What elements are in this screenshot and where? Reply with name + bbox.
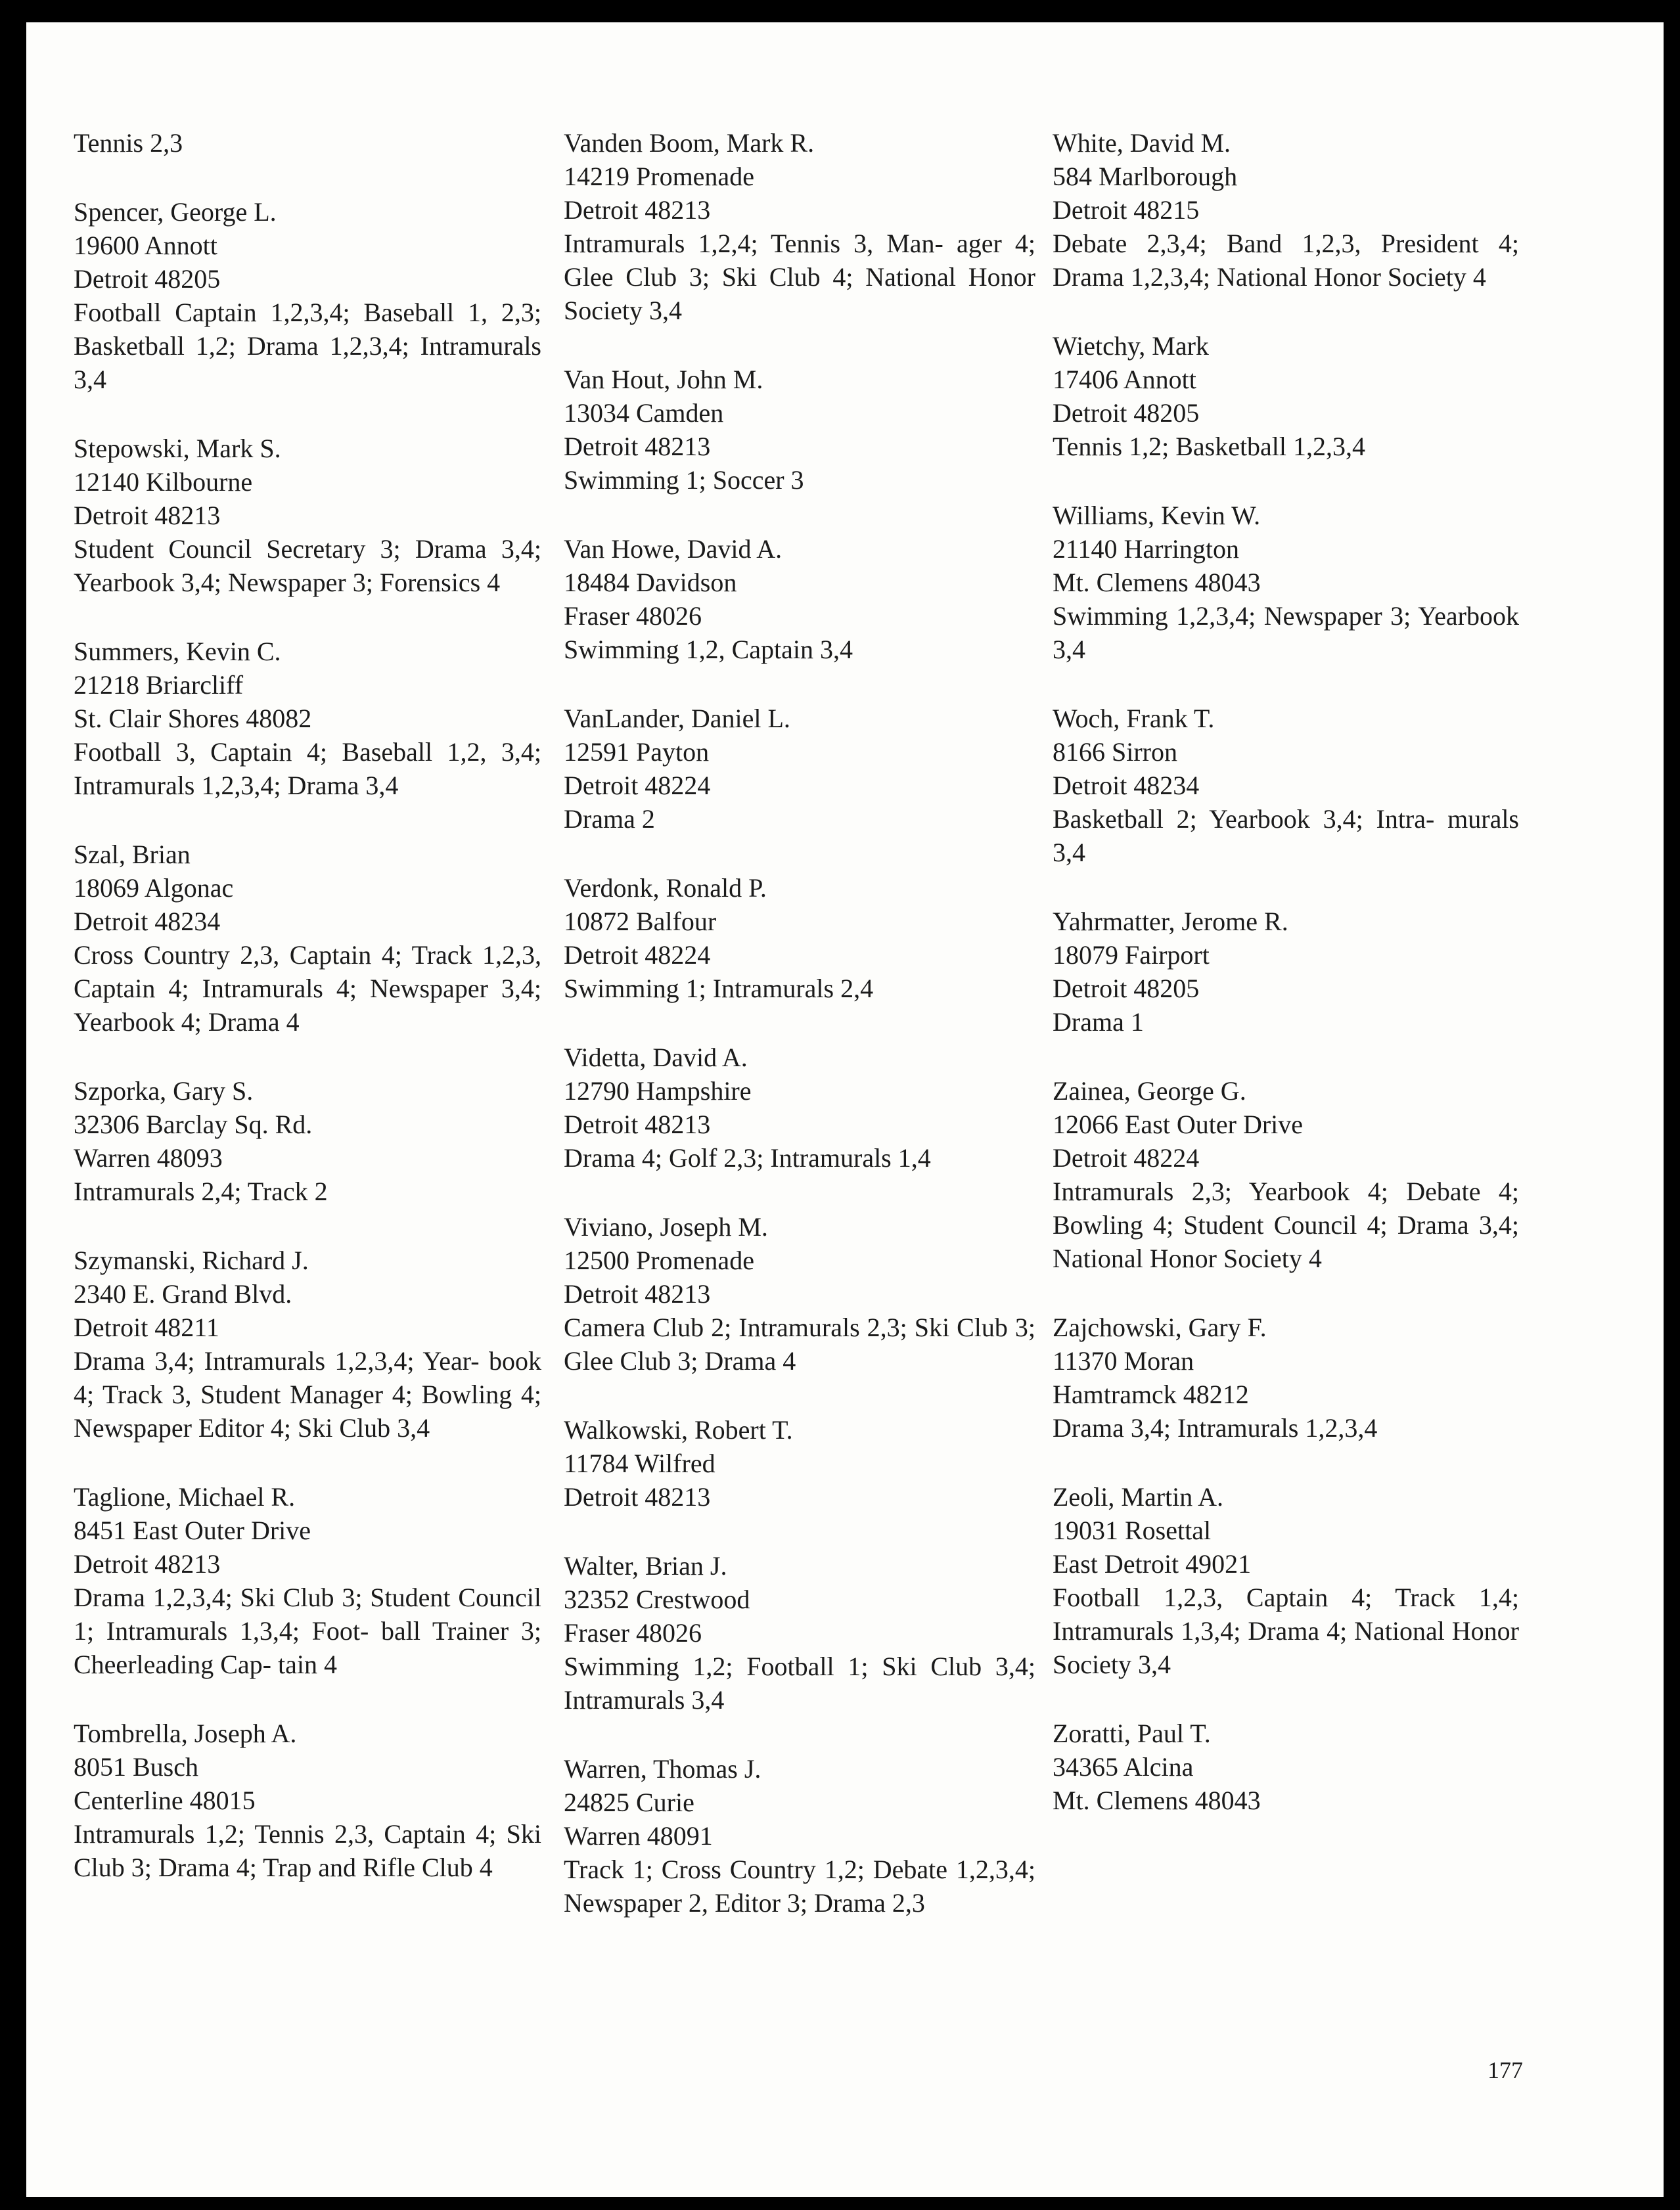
activities-list: Swimming 1,2, Captain 3,4	[564, 635, 853, 664]
city-zip: Detroit 48215	[1053, 195, 1200, 225]
city-zip: Fraser 48026	[564, 601, 702, 631]
student-entry	[564, 532, 1035, 666]
student-entry	[1053, 905, 1519, 1039]
street-address: 21140 Harrington	[1053, 534, 1240, 564]
student-entry	[74, 1074, 541, 1208]
student-entry	[564, 1549, 1035, 1717]
city-zip: Detroit 48213	[564, 195, 711, 225]
student-name: Szal, Brian	[74, 840, 191, 869]
student-name: Yahrmatter, Jerome R.	[1053, 907, 1288, 936]
student-entry	[1053, 1717, 1519, 1817]
city-zip: Centerline 48015	[74, 1786, 256, 1815]
city-zip: St. Clair Shores 48082	[74, 704, 312, 733]
city-zip: Mt. Clemens 48043	[1053, 1786, 1261, 1815]
city-zip: Detroit 48213	[564, 432, 711, 461]
student-entry	[1053, 1311, 1519, 1445]
street-address: 19031 Rosettal	[1053, 1516, 1212, 1545]
city-zip: Detroit 48205	[1053, 974, 1200, 1003]
city-zip: Detroit 48213	[74, 501, 221, 530]
street-address: 8166 Sirron	[1053, 737, 1177, 767]
street-address: 584 Marlborough	[1053, 162, 1238, 191]
student-entry	[564, 871, 1035, 1005]
student-name: Szymanski, Richard J.	[74, 1246, 309, 1275]
student-name: Van Hout, John M.	[564, 365, 763, 394]
yearbook-page	[26, 22, 1664, 2197]
activities-list: Intramurals 1,2; Tennis 2,3, Captain 4; Ski Club 3; Drama 4; Trap and Rifle Club 4	[74, 1819, 541, 1882]
city-zip: Detroit 48205	[74, 264, 221, 294]
city-zip: Detroit 48211	[74, 1313, 219, 1342]
city-zip: Detroit 48224	[1053, 1143, 1200, 1173]
student-entry	[1053, 329, 1519, 463]
student-name: Stepowski, Mark S.	[74, 434, 281, 463]
activities-list: Student Council Secretary 3; Drama 3,4; Yearbook 3,4; Newspaper 3; Forensics 4	[74, 534, 541, 597]
activities-list: Football Captain 1,2,3,4; Baseball 1, 2,3; Basketball 1,2; Drama 1,2,3,4; Intramurals 3,4	[74, 298, 541, 394]
city-zip: Detroit 48224	[564, 771, 711, 800]
activities-list: Drama 3,4; Intramurals 1,2,3,4; Year- book 4; Track 3, Student Manager 4; Bowling 4; Newspaper Editor 4; Ski Club 3,4	[74, 1346, 541, 1443]
street-address: 32352 Crestwood	[564, 1585, 750, 1614]
street-address: 12790 Hampshire	[564, 1076, 752, 1106]
street-address: 18484 Davidson	[564, 568, 737, 597]
street-address: 2340 E. Grand Blvd.	[74, 1279, 292, 1309]
city-zip: East Detroit 49021	[1053, 1549, 1252, 1579]
student-entry	[564, 1752, 1035, 1920]
activities-list: Football 3, Captain 4; Baseball 1,2, 3,4; Intramurals 1,2,3,4; Drama 3,4	[74, 737, 541, 800]
activities-list: Swimming 1; Intramurals 2,4	[564, 974, 874, 1003]
street-address: 12140 Kilbourne	[74, 467, 253, 497]
street-address: 32306 Barclay Sq. Rd.	[74, 1110, 313, 1139]
city-zip: Mt. Clemens 48043	[1053, 568, 1261, 597]
student-name: Videtta, David A.	[564, 1043, 748, 1072]
student-entry	[74, 1244, 541, 1445]
city-zip: Detroit 48234	[1053, 771, 1200, 800]
city-zip: Detroit 48213	[74, 1549, 221, 1579]
activities-list: Football 1,2,3, Captain 4; Track 1,4; Intramurals 1,3,4; Drama 4; National Honor Society 3,4	[1053, 1583, 1519, 1679]
activities-list: Drama 4; Golf 2,3; Intramurals 1,4	[564, 1143, 931, 1173]
student-entry	[74, 1480, 541, 1681]
city-zip: Warren 48093	[74, 1143, 223, 1173]
activities-list: Cross Country 2,3, Captain 4; Track 1,2,3, Captain 4; Intramurals 4; Newspaper 3,4; Yearbook 4; Drama 4	[74, 940, 541, 1037]
student-entry	[564, 1210, 1035, 1378]
street-address: 14219 Promenade	[564, 162, 754, 191]
continued-activities: Tennis 2,3	[74, 128, 183, 158]
activities-list: Swimming 1,2,3,4; Newspaper 3; Yearbook 3,4	[1053, 601, 1519, 664]
student-name: Spencer, George L.	[74, 197, 277, 227]
student-name: Walkowski, Robert T.	[564, 1415, 793, 1445]
street-address: 21218 Briarcliff	[74, 670, 244, 700]
activities-list: Basketball 2; Yearbook 3,4; Intra- murals 3,4	[1053, 804, 1519, 867]
student-entry	[74, 838, 541, 1039]
student-name: Zoratti, Paul T.	[1053, 1719, 1211, 1748]
student-entry	[74, 635, 541, 802]
street-address: 18069 Algonac	[74, 873, 234, 903]
student-name: Van Howe, David A.	[564, 534, 783, 564]
street-address: 10872 Balfour	[564, 907, 717, 936]
student-name: Szporka, Gary S.	[74, 1076, 254, 1106]
street-address: 12591 Payton	[564, 737, 710, 767]
student-name: Summers, Kevin C.	[74, 637, 281, 666]
street-address: 18079 Fairport	[1053, 940, 1210, 970]
student-name: Warren, Thomas J.	[564, 1754, 761, 1784]
street-address: 12500 Promenade	[564, 1246, 754, 1275]
activities-list: Drama 2	[564, 804, 655, 834]
city-zip: Detroit 48213	[564, 1110, 711, 1139]
activities-list: Swimming 1; Soccer 3	[564, 465, 804, 495]
student-entry	[1053, 1074, 1519, 1275]
activities-list: Camera Club 2; Intramurals 2,3; Ski Club 3; Glee Club 3; Drama 4	[564, 1313, 1035, 1376]
student-name: Williams, Kevin W.	[1053, 501, 1261, 530]
student-entry	[1053, 499, 1519, 666]
student-entry	[74, 1717, 541, 1884]
city-zip: Warren 48091	[564, 1821, 713, 1851]
column-3	[1053, 126, 1519, 1853]
street-address: 24825 Curie	[564, 1788, 694, 1817]
student-name: Wietchy, Mark	[1053, 331, 1209, 361]
city-zip: Fraser 48026	[564, 1618, 702, 1648]
street-address: 8451 East Outer Drive	[74, 1516, 311, 1545]
city-zip: Hamtramck 48212	[1053, 1380, 1249, 1409]
city-zip: Detroit 48213	[564, 1279, 711, 1309]
student-name: Walter, Brian J.	[564, 1551, 727, 1581]
student-name: Verdonk, Ronald P.	[564, 873, 767, 903]
student-name: VanLander, Daniel L.	[564, 704, 790, 733]
student-entry	[74, 195, 541, 396]
city-zip: Detroit 48224	[564, 940, 711, 970]
activities-list: Debate 2,3,4; Band 1,2,3, President 4; Drama 1,2,3,4; National Honor Society 4	[1053, 229, 1519, 292]
student-entry	[564, 1413, 1035, 1514]
activities-list: Drama 1,2,3,4; Ski Club 3; Student Council 1; Intramurals 1,3,4; Foot- ball Trainer 3; Cheerleading Cap- tain 4	[74, 1583, 541, 1679]
activities-list: Intramurals 1,2,4; Tennis 3, Man- ager 4; Glee Club 3; Ski Club 4; National Honor Society 3,4	[564, 229, 1035, 325]
street-address: 17406 Annott	[1053, 365, 1196, 394]
activities-list: Intramurals 2,3; Yearbook 4; Debate 4; Bowling 4; Student Council 4; Drama 3,4; National Honor Society 4	[1053, 1177, 1519, 1273]
street-address: 19600 Annott	[74, 231, 217, 260]
student-entry	[564, 126, 1035, 327]
street-address: 34365 Alcina	[1053, 1752, 1194, 1782]
student-entry	[74, 432, 541, 599]
student-name: Vanden Boom, Mark R.	[564, 128, 815, 158]
activities-list: Tennis 1,2; Basketball 1,2,3,4	[1053, 432, 1366, 461]
street-address: 11784 Wilfred	[564, 1449, 715, 1478]
activities-list: Drama 1	[1053, 1007, 1144, 1037]
student-name: Zajchowski, Gary F.	[1053, 1313, 1267, 1342]
student-name: White, David M.	[1053, 128, 1231, 158]
student-name: Viviano, Joseph M.	[564, 1212, 768, 1242]
student-name: Tombrella, Joseph A.	[74, 1719, 297, 1748]
student-entry	[564, 702, 1035, 836]
student-entry	[564, 1041, 1035, 1175]
activities-list: Swimming 1,2; Football 1; Ski Club 3,4; Intramurals 3,4	[564, 1652, 1035, 1715]
column-2	[564, 126, 1035, 1955]
activities-list: Intramurals 2,4; Track 2	[74, 1177, 328, 1206]
student-name: Woch, Frank T.	[1053, 704, 1215, 733]
city-zip: Detroit 48205	[1053, 398, 1200, 428]
street-address: 12066 East Outer Drive	[1053, 1110, 1304, 1139]
activities-list: Drama 3,4; Intramurals 1,2,3,4	[1053, 1413, 1378, 1443]
street-address: 8051 Busch	[74, 1752, 198, 1782]
street-address: 11370 Moran	[1053, 1346, 1194, 1376]
student-name: Zeoli, Martin A.	[1053, 1482, 1223, 1512]
city-zip: Detroit 48234	[74, 907, 221, 936]
column-1	[74, 126, 541, 1920]
street-address: 13034 Camden	[564, 398, 724, 428]
student-entry	[1053, 126, 1519, 294]
student-entry	[1053, 1480, 1519, 1681]
student-name: Taglione, Michael R.	[74, 1482, 296, 1512]
student-name: Zainea, George G.	[1053, 1076, 1246, 1106]
student-entry	[1053, 702, 1519, 869]
page-number: 177	[1487, 2057, 1523, 2083]
student-entry	[564, 363, 1035, 497]
city-zip: Detroit 48213	[564, 1482, 711, 1512]
activities-list: Track 1; Cross Country 1,2; Debate 1,2,3,4; Newspaper 2, Editor 3; Drama 2,3	[564, 1855, 1035, 1918]
